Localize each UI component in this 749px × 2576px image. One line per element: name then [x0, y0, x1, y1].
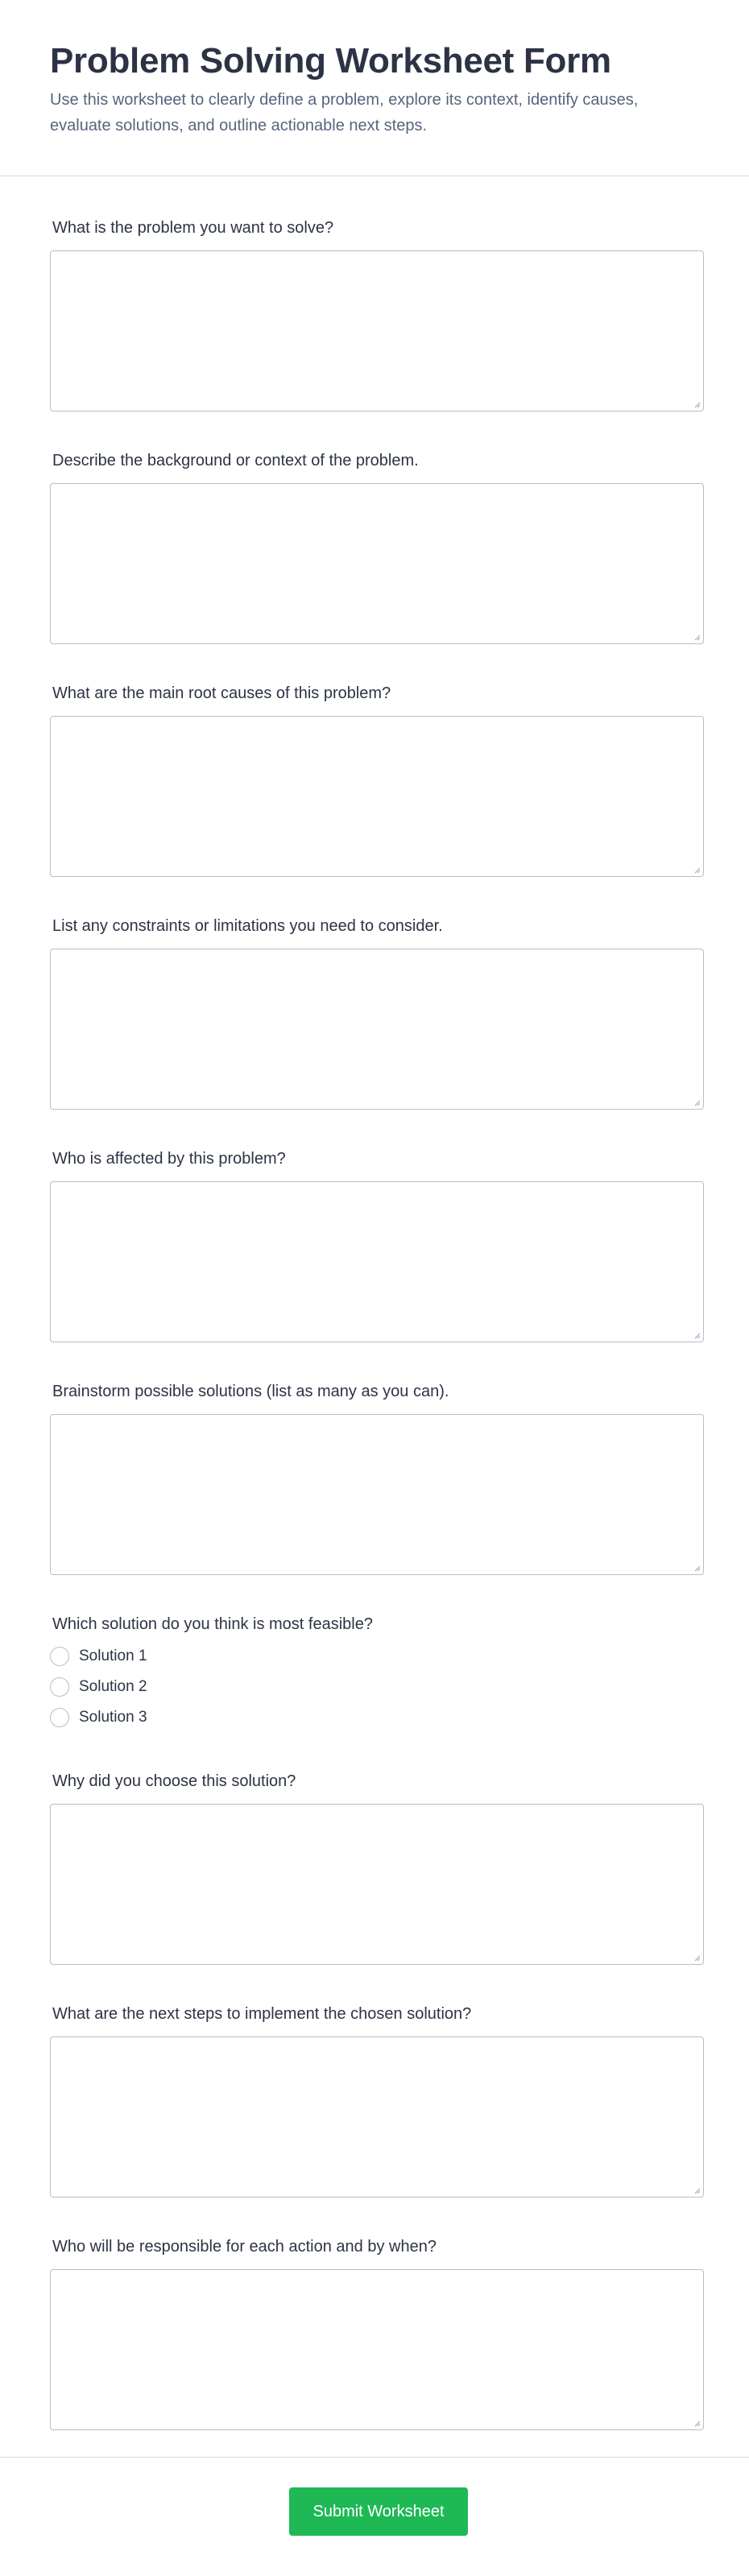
root-causes-textarea[interactable]	[50, 716, 704, 877]
field-problem	[50, 217, 704, 411]
affected-textarea[interactable]	[50, 1181, 704, 1342]
field-label: Brainstorm possible solutions (list as many as you can).	[52, 1383, 449, 1400]
page-title: Problem Solving Worksheet Form	[50, 41, 611, 81]
resize-grip-icon[interactable]	[693, 1331, 701, 1339]
resize-grip-icon[interactable]	[693, 1564, 701, 1572]
radio-label[interactable]: Solution 3	[79, 1709, 147, 1726]
field-label: Describe the background or context of the problem.	[52, 452, 419, 469]
form-header	[0, 0, 749, 176]
page-subtitle: Use this worksheet to clearly define a problem, explore its context, identify causes, evaluate solutions, and outline actionable next steps.	[50, 91, 639, 134]
resize-grip-icon[interactable]	[693, 866, 701, 874]
field-responsible	[50, 2236, 704, 2430]
responsible-textarea[interactable]	[50, 2269, 704, 2430]
radio-label[interactable]: Solution 1	[79, 1648, 147, 1664]
form-footer	[0, 2457, 749, 2576]
resize-grip-icon[interactable]	[693, 1098, 701, 1106]
field-next-steps	[50, 2003, 704, 2198]
field-brainstorm	[50, 1381, 704, 1575]
radio-button[interactable]	[50, 1677, 69, 1697]
resize-grip-icon[interactable]	[693, 2419, 701, 2427]
field-why	[50, 1771, 704, 1965]
field-label: Why did you choose this solution?	[52, 1772, 296, 1790]
why-textarea[interactable]	[50, 1804, 704, 1965]
field-constraints	[50, 916, 704, 1110]
background-textarea[interactable]	[50, 483, 704, 644]
radio-label[interactable]: Solution 2	[79, 1678, 147, 1695]
radio-option-solution-2[interactable]	[50, 1672, 373, 1702]
brainstorm-textarea[interactable]	[50, 1414, 704, 1575]
field-feasible	[50, 1614, 373, 1733]
next-steps-textarea[interactable]	[50, 2036, 704, 2198]
field-label: What is the problem you want to solve?	[52, 219, 334, 237]
radio-option-solution-3[interactable]	[50, 1702, 373, 1733]
resize-grip-icon[interactable]	[693, 1954, 701, 1962]
problem-textarea[interactable]	[50, 250, 704, 411]
field-label: Who is affected by this problem?	[52, 1150, 286, 1168]
field-label: What are the main root causes of this problem?	[52, 684, 391, 702]
radio-option-solution-1[interactable]	[50, 1641, 373, 1672]
constraints-textarea[interactable]	[50, 949, 704, 1110]
field-affected	[50, 1148, 704, 1342]
resize-grip-icon[interactable]	[693, 633, 701, 641]
submit-button[interactable]: Submit Worksheet	[289, 2487, 468, 2536]
radio-button[interactable]	[50, 1647, 69, 1666]
field-label: List any constraints or limitations you need to consider.	[52, 917, 443, 935]
field-label: Which solution do you think is most feasible?	[52, 1615, 373, 1633]
feasible-radio-group	[50, 1641, 373, 1733]
resize-grip-icon[interactable]	[693, 2186, 701, 2194]
field-label: Who will be responsible for each action and by when?	[52, 2238, 437, 2256]
field-background	[50, 450, 704, 644]
field-label: What are the next steps to implement the chosen solution?	[52, 2005, 472, 2023]
resize-grip-icon[interactable]	[693, 400, 701, 408]
field-root-causes	[50, 683, 704, 877]
radio-button[interactable]	[50, 1708, 69, 1727]
